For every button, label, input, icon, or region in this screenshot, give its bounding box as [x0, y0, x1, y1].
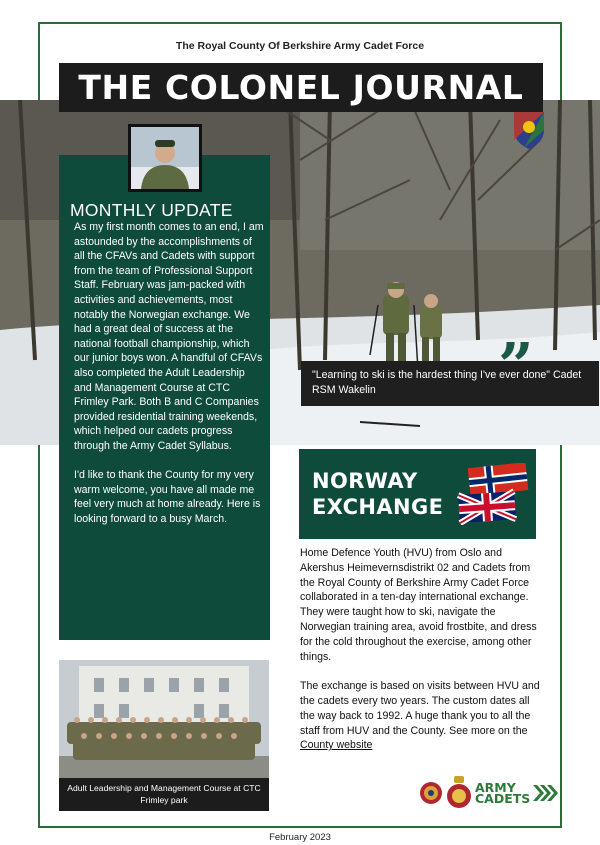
quote-box: "Learning to ski is the hardest thing I've ever done" Cadet RSM Wakelin [301, 361, 599, 406]
monthly-update-panel [59, 155, 270, 640]
monthly-update-heading: MONTHLY UPDATE [70, 200, 233, 220]
county-crest-icon [512, 110, 546, 150]
group-photo [59, 660, 269, 778]
norway-paragraph [300, 679, 544, 753]
issue-date: February 2023 [269, 832, 331, 843]
logo-strip [419, 776, 558, 810]
norway-body [300, 546, 544, 753]
army-crest-icon [446, 776, 472, 810]
norway-paragraph: Home Defence Youth (HVU) from Oslo and Akershus Heimevernsdistrikt 02 and Cadets from the Royal County of Berkshire Army Cadet Force collaborated in a ten-day international exchange. They were taught how to ski, navigate the Norwegian training area, avoid frostbite, and dress for the cold throughout the exercise, among other things. [300, 547, 537, 663]
journal-title: THE COLONEL JOURNAL [78, 68, 524, 107]
norway-paragraph-text: The exchange is based on visits between HVU and the cadets every two years. The custom dates all the way back to 1992. A huge thank you to all the staff from HUV and the County. See more on the [300, 680, 540, 737]
flags-group [455, 463, 531, 525]
colonel-portrait [128, 124, 202, 192]
group-photo-caption: Adult Leadership and Management Course at CTC Frimley park [59, 778, 269, 811]
norway-flag-icon [468, 463, 529, 496]
union-flag-icon [458, 491, 516, 523]
monthly-update-paragraph: I'd like to thank the County for my very warm welcome, you have all made me feel very much at home already. Here is looking forward to a busy March. [74, 469, 261, 525]
monthly-update-body [74, 220, 264, 526]
regimental-badge-icon [419, 781, 443, 805]
county-website-link[interactable]: County website [300, 739, 373, 752]
army-cadets-line2: CADETS [475, 791, 531, 806]
quote-mark-icon: ” [498, 329, 534, 402]
chevrons-icon [532, 783, 558, 803]
organisation-name: The Royal County Of Berkshire Army Cadet Force [175, 40, 425, 52]
army-cadets-line1: ARMY [475, 780, 516, 795]
monthly-update-paragraph: As my first month comes to an end, I am astounded by the accomplishments of all the CFAVs and Cadets with support from the team of Professional Support Staff. February was jam-packed with activities and achievements, most notably the Norwegian exchange. We had a great deal of success at the national football championship, which our junior boys won. A handful of CFAVs also completed the Adult Leadership and Management Course at CTC Frimley Park. Both B and C Companies provided residential training weekends, which helped our cadets progress through the Army Cadet Syllabus. [74, 221, 264, 452]
norway-heading-line1: NORWAY [312, 469, 418, 493]
masthead [59, 63, 543, 112]
army-cadets-logo-icon [472, 782, 558, 804]
norway-heading-line2: EXCHANGE [312, 495, 444, 519]
